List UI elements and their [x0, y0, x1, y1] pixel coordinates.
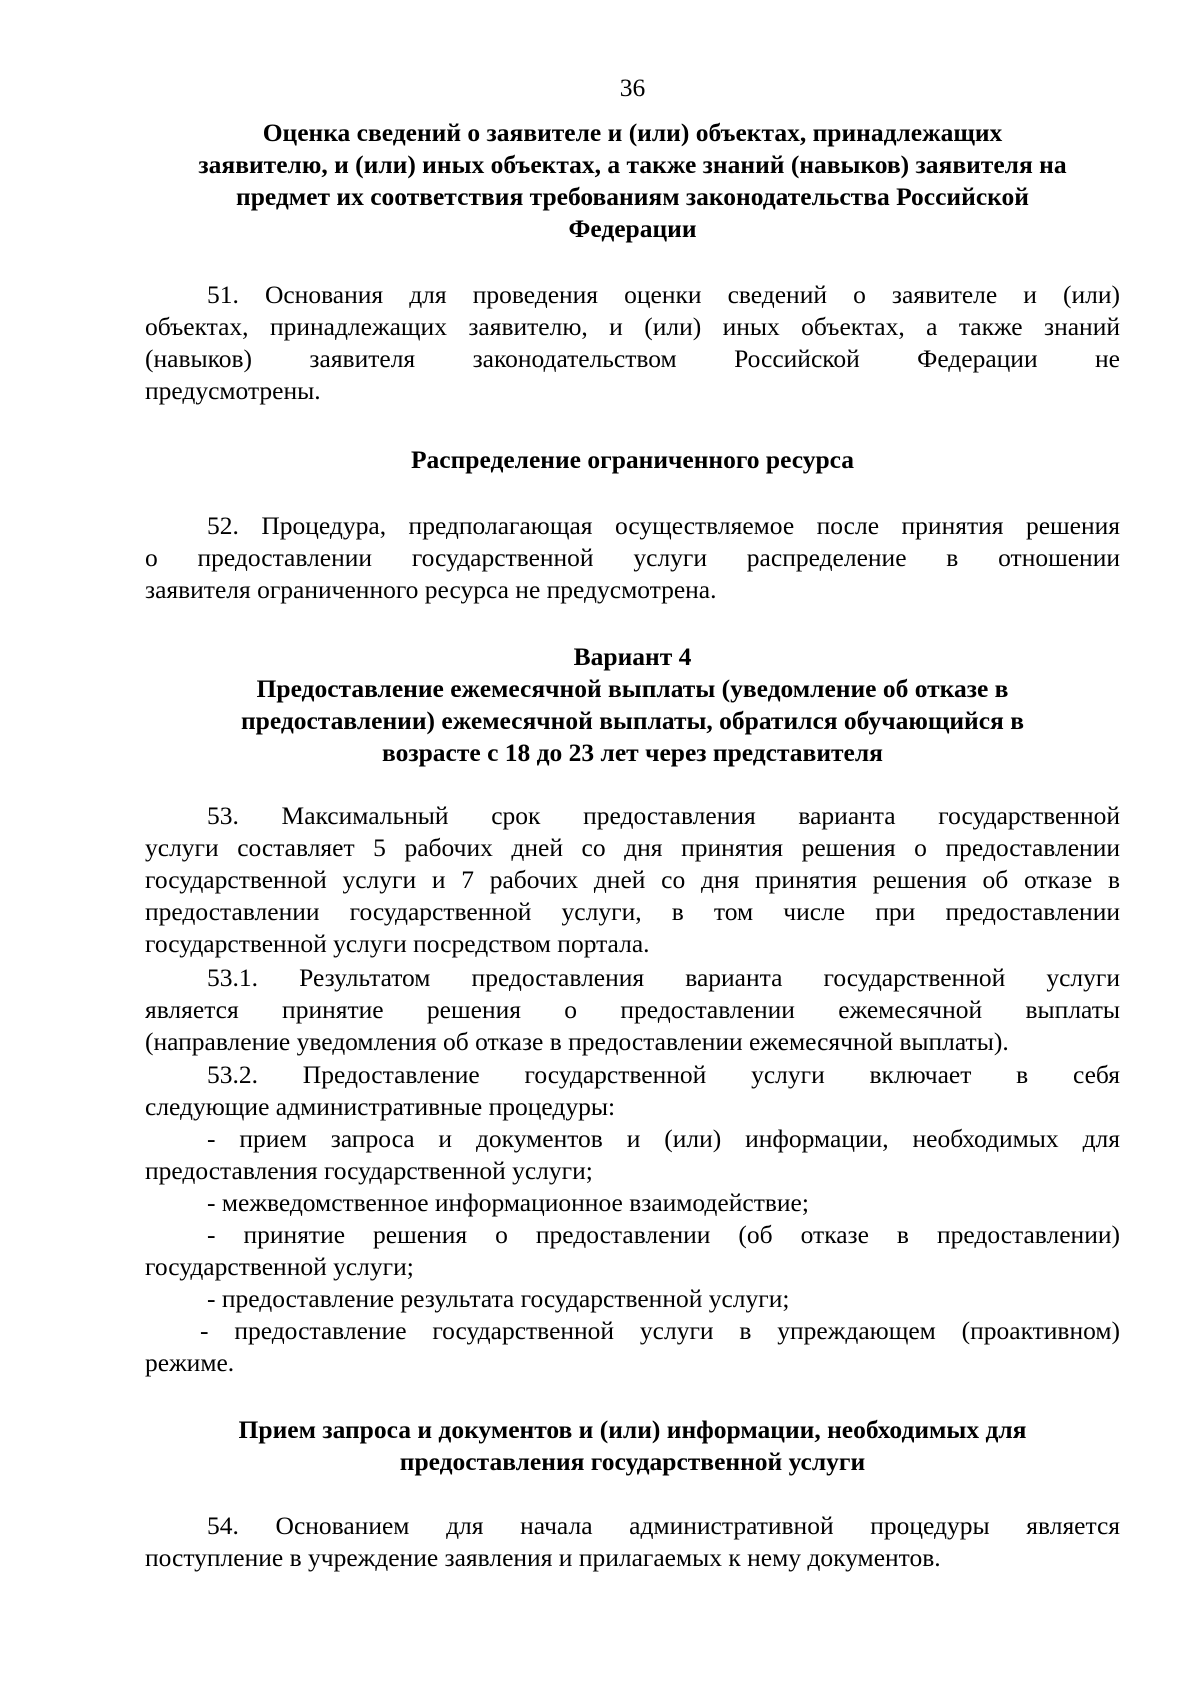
paragraph-line: 52. Процедура, предполагающая осуществляемое после принятия решения [207, 511, 1120, 540]
procedure-list [145, 1123, 1120, 1379]
paragraph-line: предоставлении государственной услуги, в том числе при предоставлении [145, 897, 1120, 926]
paragraph-line: услуги составляет 5 рабочих дней со дня принятия решения о предоставлении [145, 833, 1120, 862]
paragraph-53-1 [145, 962, 1120, 1058]
heading-line: Прием запроса и документов и (или) информации, необходимых для [238, 1415, 1027, 1444]
paragraph-line: поступление в учреждение заявления и прилагаемых к нему документов. [145, 1543, 941, 1572]
paragraph-line: государственной услуги и 7 рабочих дней со дня принятия решения об отказе в [145, 865, 1120, 894]
paragraph-line: 54. Основанием для начала административной процедуры является [207, 1511, 1120, 1540]
section-heading-assessment [145, 117, 1120, 245]
list-item-continuation: государственной услуги; [145, 1252, 414, 1281]
heading-line: заявителю, и (или) иных объектах, а также знаний (навыков) заявителя на [198, 150, 1067, 179]
paragraph-line: 53.2. Предоставление государственной услуги включает в себя [207, 1060, 1120, 1089]
heading-line: предмет их соответствия требованиям законодательства Российской [236, 182, 1029, 211]
list-item: - принятие решения о предоставлении (об отказе в предоставлении) [207, 1220, 1120, 1249]
paragraph-line: 53. Максимальный срок предоставления варианта государственной [207, 801, 1120, 830]
paragraph-53-2 [145, 1059, 1120, 1123]
paragraph-line: 53.1. Результатом предоставления варианта государственной услуги [207, 963, 1120, 992]
heading-line: предоставлении) ежемесячной выплаты, обратился обучающийся в [240, 706, 1025, 735]
paragraph-line: (направление уведомления об отказе в предоставлении ежемесячной выплаты). [145, 1027, 1009, 1056]
list-item: - прием запроса и документов и (или) информации, необходимых для [207, 1124, 1120, 1153]
paragraph-line: следующие административные процедуры: [145, 1092, 616, 1121]
paragraph-line: объектах, принадлежащих заявителю, и (или) иных объектах, а также знаний [145, 312, 1120, 341]
list-item: - межведомственное информационное взаимодействие; [207, 1188, 809, 1217]
paragraph-52 [145, 510, 1120, 606]
variant-title: Вариант 4 [573, 642, 692, 671]
paragraph-line: государственной услуги посредством портала. [145, 929, 650, 958]
paragraph-line: 51. Основания для проведения оценки сведений о заявителе и (или) [207, 280, 1120, 309]
section-heading-variant-4 [145, 673, 1120, 769]
paragraph-line: о предоставлении государственной услуги распределение в отношении [145, 543, 1120, 572]
list-item: - предоставление государственной услуги в упреждающем (проактивном) [200, 1316, 1120, 1345]
heading-line: Оценка сведений о заявителе и (или) объектах, принадлежащих [262, 118, 1003, 147]
paragraph-line: заявителя ограниченного ресурса не предусмотрена. [145, 575, 717, 604]
paragraph-53 [145, 800, 1120, 960]
heading-line: Федерации [568, 214, 697, 243]
heading-line: предоставления государственной услуги [399, 1447, 866, 1476]
page-number: 36 [619, 73, 646, 102]
paragraph-54 [145, 1510, 1120, 1574]
heading-line: Предоставление ежемесячной выплаты (уведомление об отказе в [256, 674, 1009, 703]
list-item-continuation: режиме. [145, 1348, 235, 1377]
paragraph-line: является принятие решения о предоставлении ежемесячной выплаты [145, 995, 1120, 1024]
section-heading-limited-resource: Распределение ограниченного ресурса [410, 445, 855, 474]
paragraph-line: предусмотрены. [145, 376, 321, 405]
paragraph-line: (навыков) заявителя законодательством Российской Федерации не [145, 344, 1120, 373]
section-heading-request-intake [145, 1414, 1120, 1478]
heading-line: возрасте с 18 до 23 лет через представителя [382, 738, 883, 767]
list-item-continuation: предоставления государственной услуги; [145, 1156, 593, 1185]
paragraph-51 [145, 279, 1120, 407]
list-item: - предоставление результата государственной услуги; [207, 1284, 790, 1313]
